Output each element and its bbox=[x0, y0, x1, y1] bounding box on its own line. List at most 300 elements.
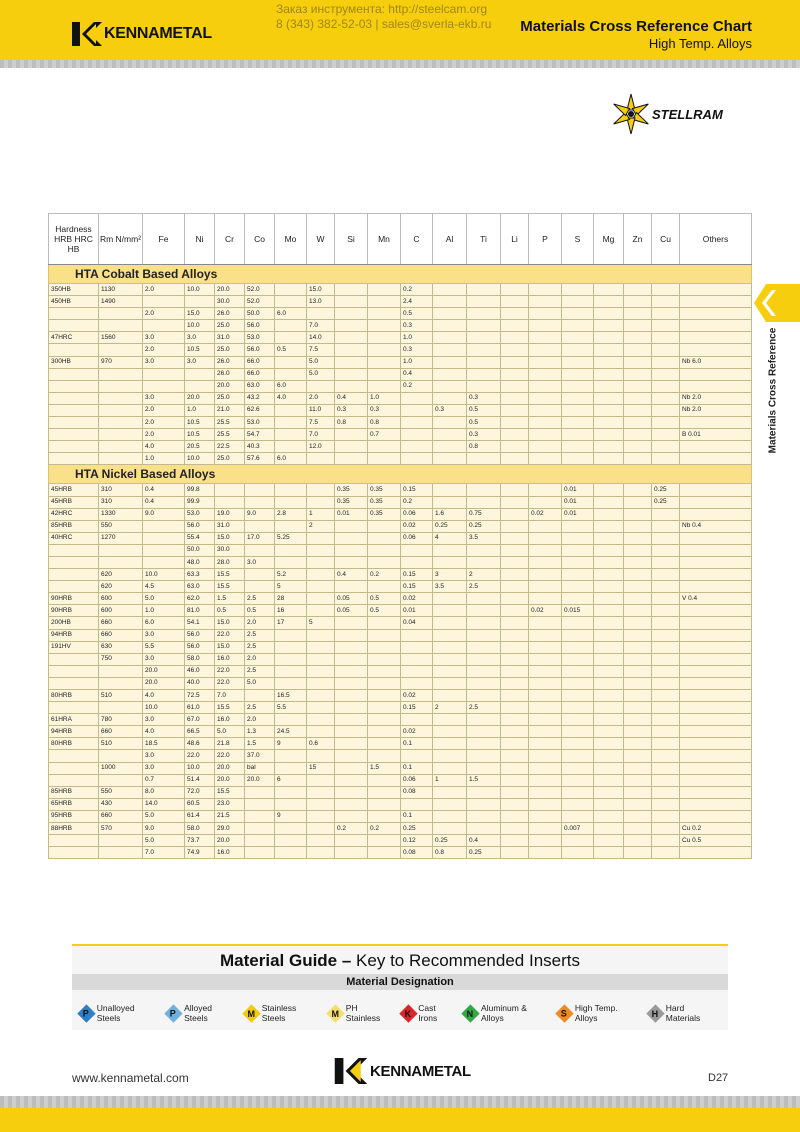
table-cell: Cu 0.2 bbox=[680, 823, 752, 835]
table-cell: 45HRB bbox=[49, 484, 99, 496]
table-cell: 620 bbox=[99, 569, 143, 581]
table-cell bbox=[501, 702, 529, 714]
table-cell: 3.0 bbox=[143, 762, 185, 774]
table-cell bbox=[275, 284, 307, 296]
table-cell bbox=[335, 284, 368, 296]
table-cell bbox=[49, 544, 99, 556]
table-cell bbox=[368, 332, 401, 344]
table-cell: 20.0 bbox=[215, 284, 245, 296]
table-cell: 3.0 bbox=[143, 332, 185, 344]
table-cell bbox=[275, 556, 307, 568]
table-row bbox=[49, 532, 752, 544]
table-cell: 0.25 bbox=[467, 847, 501, 859]
table-cell bbox=[49, 702, 99, 714]
table-cell bbox=[335, 677, 368, 689]
stellram-name: STELLRAM bbox=[652, 106, 723, 122]
table-cell: 1.0 bbox=[143, 453, 185, 465]
table-cell: 2.0 bbox=[143, 404, 185, 416]
table-cell: 0.4 bbox=[143, 496, 185, 508]
table-cell bbox=[624, 641, 652, 653]
legend-label: Hard Materials bbox=[665, 1003, 701, 1023]
table-cell: 0.5 bbox=[215, 605, 245, 617]
table-cell: 55.4 bbox=[185, 532, 215, 544]
table-cell bbox=[594, 835, 624, 847]
table-cell bbox=[501, 738, 529, 750]
table-cell bbox=[680, 320, 752, 332]
table-cell: 1.0 bbox=[401, 332, 433, 344]
section-title: HTA Nickel Based Alloys bbox=[49, 465, 752, 484]
table-cell bbox=[501, 417, 529, 429]
table-cell bbox=[652, 702, 680, 714]
table-cell bbox=[501, 750, 529, 762]
table-cell: 90HRB bbox=[49, 605, 99, 617]
table-cell bbox=[245, 690, 275, 702]
legend-label: Stainless Steels bbox=[261, 1003, 297, 1023]
table-cell: 450HB bbox=[49, 296, 99, 308]
table-cell: 430 bbox=[99, 798, 143, 810]
table-cell: 0.25 bbox=[652, 496, 680, 508]
table-cell: 2.0 bbox=[143, 284, 185, 296]
table-cell bbox=[594, 368, 624, 380]
table-cell bbox=[275, 786, 307, 798]
table-cell bbox=[49, 581, 99, 593]
table-cell bbox=[652, 332, 680, 344]
table-cell bbox=[594, 404, 624, 416]
table-row bbox=[49, 738, 752, 750]
table-cell: 2.5 bbox=[245, 665, 275, 677]
table-cell bbox=[652, 508, 680, 520]
table-cell bbox=[401, 556, 433, 568]
table-cell bbox=[529, 320, 562, 332]
table-cell bbox=[624, 569, 652, 581]
table-cell bbox=[562, 404, 594, 416]
table-cell bbox=[433, 810, 467, 822]
table-cell bbox=[562, 665, 594, 677]
table-cell bbox=[307, 714, 335, 726]
table-cell: 2.0 bbox=[143, 429, 185, 441]
table-cell: 53.0 bbox=[245, 332, 275, 344]
material-letter: N bbox=[467, 1008, 474, 1018]
table-cell: 60.5 bbox=[185, 798, 215, 810]
table-cell: 63.0 bbox=[245, 380, 275, 392]
table-cell bbox=[529, 532, 562, 544]
table-cell bbox=[275, 653, 307, 665]
table-cell bbox=[368, 726, 401, 738]
table-cell: 0.02 bbox=[529, 605, 562, 617]
table-cell: 5.2 bbox=[275, 569, 307, 581]
table-cell: 0.5 bbox=[401, 308, 433, 320]
table-cell bbox=[594, 284, 624, 296]
table-cell bbox=[307, 835, 335, 847]
table-cell bbox=[49, 835, 99, 847]
table-cell bbox=[529, 823, 562, 835]
table-cell bbox=[624, 532, 652, 544]
table-cell bbox=[368, 380, 401, 392]
table-cell: 23.0 bbox=[215, 798, 245, 810]
table-cell: 5.5 bbox=[275, 702, 307, 714]
table-cell: 3.0 bbox=[143, 629, 185, 641]
table-cell: Nb 6.0 bbox=[680, 356, 752, 368]
table-cell: 40HRC bbox=[49, 532, 99, 544]
table-cell bbox=[368, 520, 401, 532]
table-cell bbox=[680, 629, 752, 641]
table-row bbox=[49, 774, 752, 786]
table-row bbox=[49, 762, 752, 774]
table-cell bbox=[368, 835, 401, 847]
table-cell: 0.7 bbox=[368, 429, 401, 441]
table-cell bbox=[368, 810, 401, 822]
table-cell bbox=[307, 665, 335, 677]
table-cell bbox=[501, 392, 529, 404]
brand-name: KENNAMETAL bbox=[104, 25, 212, 42]
table-cell: 63.3 bbox=[185, 569, 215, 581]
table-cell: 1130 bbox=[99, 284, 143, 296]
table-row bbox=[49, 665, 752, 677]
table-cell: 14.0 bbox=[143, 798, 185, 810]
table-cell bbox=[401, 798, 433, 810]
order-line-2[interactable]: 8 (343) 382-52-03 | sales@sverla-ekb.ru bbox=[276, 17, 492, 31]
table-cell: 14.0 bbox=[307, 332, 335, 344]
table-cell bbox=[185, 380, 215, 392]
table-cell: 67.0 bbox=[185, 714, 215, 726]
table-cell bbox=[680, 368, 752, 380]
table-cell bbox=[680, 296, 752, 308]
table-cell bbox=[529, 774, 562, 786]
table-cell bbox=[275, 320, 307, 332]
table-cell: 5.0 bbox=[307, 356, 335, 368]
table-cell bbox=[529, 786, 562, 798]
table-cell bbox=[49, 453, 99, 465]
table-cell: 191HV bbox=[49, 641, 99, 653]
table-cell: 0.5 bbox=[467, 417, 501, 429]
table-cell: 0.3 bbox=[433, 404, 467, 416]
table-cell: 25.0 bbox=[215, 344, 245, 356]
table-cell: 2.5 bbox=[467, 581, 501, 593]
table-cell: 17.0 bbox=[245, 532, 275, 544]
table-cell bbox=[594, 532, 624, 544]
column-header: W bbox=[307, 214, 335, 265]
table-cell bbox=[652, 392, 680, 404]
table-cell: 10.0 bbox=[185, 320, 215, 332]
table-cell bbox=[307, 532, 335, 544]
table-cell bbox=[99, 556, 143, 568]
table-cell bbox=[594, 332, 624, 344]
table-cell bbox=[624, 429, 652, 441]
table-cell bbox=[275, 847, 307, 859]
table-cell: 20.0 bbox=[245, 774, 275, 786]
table-cell: 51.4 bbox=[185, 774, 215, 786]
table-cell: 3.0 bbox=[143, 392, 185, 404]
table-cell bbox=[99, 344, 143, 356]
table-cell bbox=[529, 847, 562, 859]
table-cell bbox=[335, 702, 368, 714]
material-letter: K bbox=[404, 1008, 412, 1018]
table-row bbox=[49, 847, 752, 859]
material-diamond-icon bbox=[77, 1004, 95, 1022]
table-cell bbox=[368, 284, 401, 296]
table-cell bbox=[335, 786, 368, 798]
table-cell: 660 bbox=[99, 617, 143, 629]
table-cell bbox=[652, 556, 680, 568]
table-cell bbox=[562, 544, 594, 556]
table-cell bbox=[562, 738, 594, 750]
table-cell: 0.3 bbox=[401, 320, 433, 332]
table-cell: 1.6 bbox=[433, 508, 467, 520]
table-cell: 0.1 bbox=[401, 810, 433, 822]
table-cell bbox=[433, 453, 467, 465]
table-cell bbox=[529, 544, 562, 556]
order-line-1[interactable]: Заказ инструмента: http://steelcam.org bbox=[276, 2, 488, 16]
table-cell bbox=[594, 380, 624, 392]
table-cell: 25.5 bbox=[215, 417, 245, 429]
table-cell bbox=[501, 677, 529, 689]
table-cell bbox=[529, 556, 562, 568]
table-cell: 10.0 bbox=[185, 762, 215, 774]
table-row bbox=[49, 556, 752, 568]
side-tab-chevron-icon bbox=[754, 284, 800, 322]
table-cell: 9.0 bbox=[245, 508, 275, 520]
table-cell bbox=[562, 629, 594, 641]
table-cell bbox=[594, 605, 624, 617]
table-cell: 80HRB bbox=[49, 690, 99, 702]
material-diamond-icon bbox=[646, 1004, 664, 1022]
table-cell: 300HB bbox=[49, 356, 99, 368]
table-cell: 16.0 bbox=[215, 714, 245, 726]
table-cell: 0.3 bbox=[401, 344, 433, 356]
table-cell bbox=[307, 690, 335, 702]
table-cell: 62.6 bbox=[245, 404, 275, 416]
table-cell bbox=[624, 786, 652, 798]
table-cell bbox=[433, 798, 467, 810]
table-cell bbox=[624, 496, 652, 508]
table-cell: 66.5 bbox=[185, 726, 215, 738]
table-cell bbox=[433, 556, 467, 568]
table-cell bbox=[467, 690, 501, 702]
table-cell bbox=[49, 441, 99, 453]
table-cell bbox=[433, 677, 467, 689]
table-cell bbox=[467, 823, 501, 835]
table-cell: 9.0 bbox=[143, 508, 185, 520]
table-cell bbox=[401, 417, 433, 429]
table-cell: 20.0 bbox=[215, 774, 245, 786]
table-cell: 1270 bbox=[99, 532, 143, 544]
table-cell: 3.5 bbox=[433, 581, 467, 593]
table-cell: 50.0 bbox=[185, 544, 215, 556]
table-cell: 4.0 bbox=[143, 726, 185, 738]
table-cell bbox=[529, 332, 562, 344]
table-cell: 61HRA bbox=[49, 714, 99, 726]
table-cell: 0.02 bbox=[401, 593, 433, 605]
table-cell bbox=[368, 344, 401, 356]
table-cell bbox=[594, 356, 624, 368]
table-cell bbox=[501, 653, 529, 665]
table-cell bbox=[594, 750, 624, 762]
table-cell: 1000 bbox=[99, 762, 143, 774]
table-cell bbox=[680, 508, 752, 520]
table-cell: 0.08 bbox=[401, 847, 433, 859]
table-cell: 4.5 bbox=[143, 581, 185, 593]
table-row bbox=[49, 677, 752, 689]
table-cell bbox=[433, 544, 467, 556]
table-cell: 0.35 bbox=[368, 496, 401, 508]
table-cell: 510 bbox=[99, 690, 143, 702]
table-cell: 3.0 bbox=[185, 332, 215, 344]
table-cell bbox=[275, 332, 307, 344]
table-cell bbox=[624, 453, 652, 465]
stellram-star-icon bbox=[612, 92, 650, 136]
table-cell: 72.0 bbox=[185, 786, 215, 798]
table-cell bbox=[501, 629, 529, 641]
table-cell: 4 bbox=[433, 532, 467, 544]
table-cell bbox=[652, 417, 680, 429]
table-cell bbox=[335, 750, 368, 762]
table-cell: 66.0 bbox=[245, 368, 275, 380]
table-cell bbox=[529, 738, 562, 750]
table-cell bbox=[529, 762, 562, 774]
column-header: Al bbox=[433, 214, 467, 265]
table-row bbox=[49, 392, 752, 404]
table-cell: 660 bbox=[99, 629, 143, 641]
table-cell: 0.5 bbox=[368, 593, 401, 605]
table-cell bbox=[529, 750, 562, 762]
table-cell bbox=[562, 641, 594, 653]
material-diamond-icon bbox=[242, 1004, 260, 1022]
table-row bbox=[49, 714, 752, 726]
table-cell bbox=[529, 653, 562, 665]
table-cell bbox=[529, 665, 562, 677]
table-cell: 17 bbox=[275, 617, 307, 629]
table-cell: 85HRB bbox=[49, 520, 99, 532]
table-cell: 10.0 bbox=[185, 453, 215, 465]
table-cell: bal bbox=[245, 762, 275, 774]
table-cell: 0.25 bbox=[467, 520, 501, 532]
table-cell bbox=[652, 544, 680, 556]
table-cell bbox=[307, 593, 335, 605]
table-row bbox=[49, 308, 752, 320]
table-cell: 4.0 bbox=[143, 441, 185, 453]
table-cell bbox=[335, 344, 368, 356]
table-cell: 99.8 bbox=[185, 484, 215, 496]
table-cell bbox=[275, 520, 307, 532]
table-cell bbox=[99, 702, 143, 714]
table-cell bbox=[624, 653, 652, 665]
table-cell bbox=[501, 532, 529, 544]
table-cell: 12.0 bbox=[307, 441, 335, 453]
table-cell: 0.02 bbox=[401, 690, 433, 702]
table-cell bbox=[433, 786, 467, 798]
table-cell bbox=[501, 690, 529, 702]
footer-kennametal-logo bbox=[334, 1058, 471, 1084]
table-cell: 4.0 bbox=[143, 690, 185, 702]
table-cell bbox=[501, 544, 529, 556]
table-cell bbox=[624, 296, 652, 308]
footer-url[interactable]: www.kennametal.com bbox=[72, 1071, 189, 1085]
table-cell bbox=[49, 774, 99, 786]
table-cell: 1490 bbox=[99, 296, 143, 308]
table-cell: 22.0 bbox=[215, 665, 245, 677]
table-cell bbox=[624, 677, 652, 689]
table-cell: 0.35 bbox=[368, 484, 401, 496]
table-cell: 0.01 bbox=[335, 508, 368, 520]
table-cell: 15.0 bbox=[215, 532, 245, 544]
table-cell: 15.5 bbox=[215, 581, 245, 593]
table-cell bbox=[467, 368, 501, 380]
table-cell bbox=[307, 847, 335, 859]
table-cell bbox=[594, 847, 624, 859]
table-cell: 72.5 bbox=[185, 690, 215, 702]
table-cell bbox=[335, 726, 368, 738]
table-cell bbox=[467, 629, 501, 641]
table-row bbox=[49, 484, 752, 496]
table-cell bbox=[652, 641, 680, 653]
table-cell bbox=[467, 284, 501, 296]
table-cell bbox=[501, 810, 529, 822]
table-row bbox=[49, 835, 752, 847]
table-cell: 5.0 bbox=[143, 835, 185, 847]
table-cell bbox=[501, 593, 529, 605]
table-cell bbox=[624, 380, 652, 392]
table-cell: 1.5 bbox=[467, 774, 501, 786]
column-header: Ti bbox=[467, 214, 501, 265]
table-cell bbox=[529, 702, 562, 714]
table-cell bbox=[401, 544, 433, 556]
table-cell bbox=[562, 786, 594, 798]
table-cell bbox=[433, 762, 467, 774]
table-cell bbox=[467, 726, 501, 738]
table-cell bbox=[501, 774, 529, 786]
table-cell: 22.0 bbox=[185, 750, 215, 762]
table-cell: 20.0 bbox=[215, 762, 245, 774]
table-cell bbox=[562, 296, 594, 308]
table-cell bbox=[652, 798, 680, 810]
table-cell bbox=[652, 665, 680, 677]
table-cell bbox=[594, 320, 624, 332]
table-cell bbox=[99, 544, 143, 556]
table-cell bbox=[529, 453, 562, 465]
table-cell bbox=[49, 847, 99, 859]
table-header-row bbox=[49, 214, 752, 265]
table-cell: 310 bbox=[99, 496, 143, 508]
table-cell: 9 bbox=[275, 738, 307, 750]
table-cell bbox=[562, 798, 594, 810]
table-cell bbox=[433, 823, 467, 835]
table-cell: 10.0 bbox=[143, 702, 185, 714]
kennametal-logo bbox=[72, 22, 212, 46]
table-cell bbox=[562, 284, 594, 296]
table-cell bbox=[99, 429, 143, 441]
table-cell: 5.5 bbox=[143, 641, 185, 653]
table-cell: 0.35 bbox=[368, 508, 401, 520]
table-cell: 0.05 bbox=[335, 605, 368, 617]
table-cell: 65HRB bbox=[49, 798, 99, 810]
table-cell bbox=[307, 786, 335, 798]
table-cell: 660 bbox=[99, 726, 143, 738]
table-cell bbox=[624, 714, 652, 726]
table-cell: 0.5 bbox=[467, 404, 501, 416]
table-cell: 62.0 bbox=[185, 593, 215, 605]
table-cell bbox=[501, 404, 529, 416]
table-cell bbox=[433, 605, 467, 617]
table-cell bbox=[501, 344, 529, 356]
table-cell bbox=[652, 344, 680, 356]
table-row bbox=[49, 404, 752, 416]
table-cell bbox=[562, 368, 594, 380]
table-cell: 350HB bbox=[49, 284, 99, 296]
table-cell: 94HRB bbox=[49, 629, 99, 641]
table-cell bbox=[49, 368, 99, 380]
table-cell bbox=[562, 702, 594, 714]
table-cell bbox=[143, 380, 185, 392]
